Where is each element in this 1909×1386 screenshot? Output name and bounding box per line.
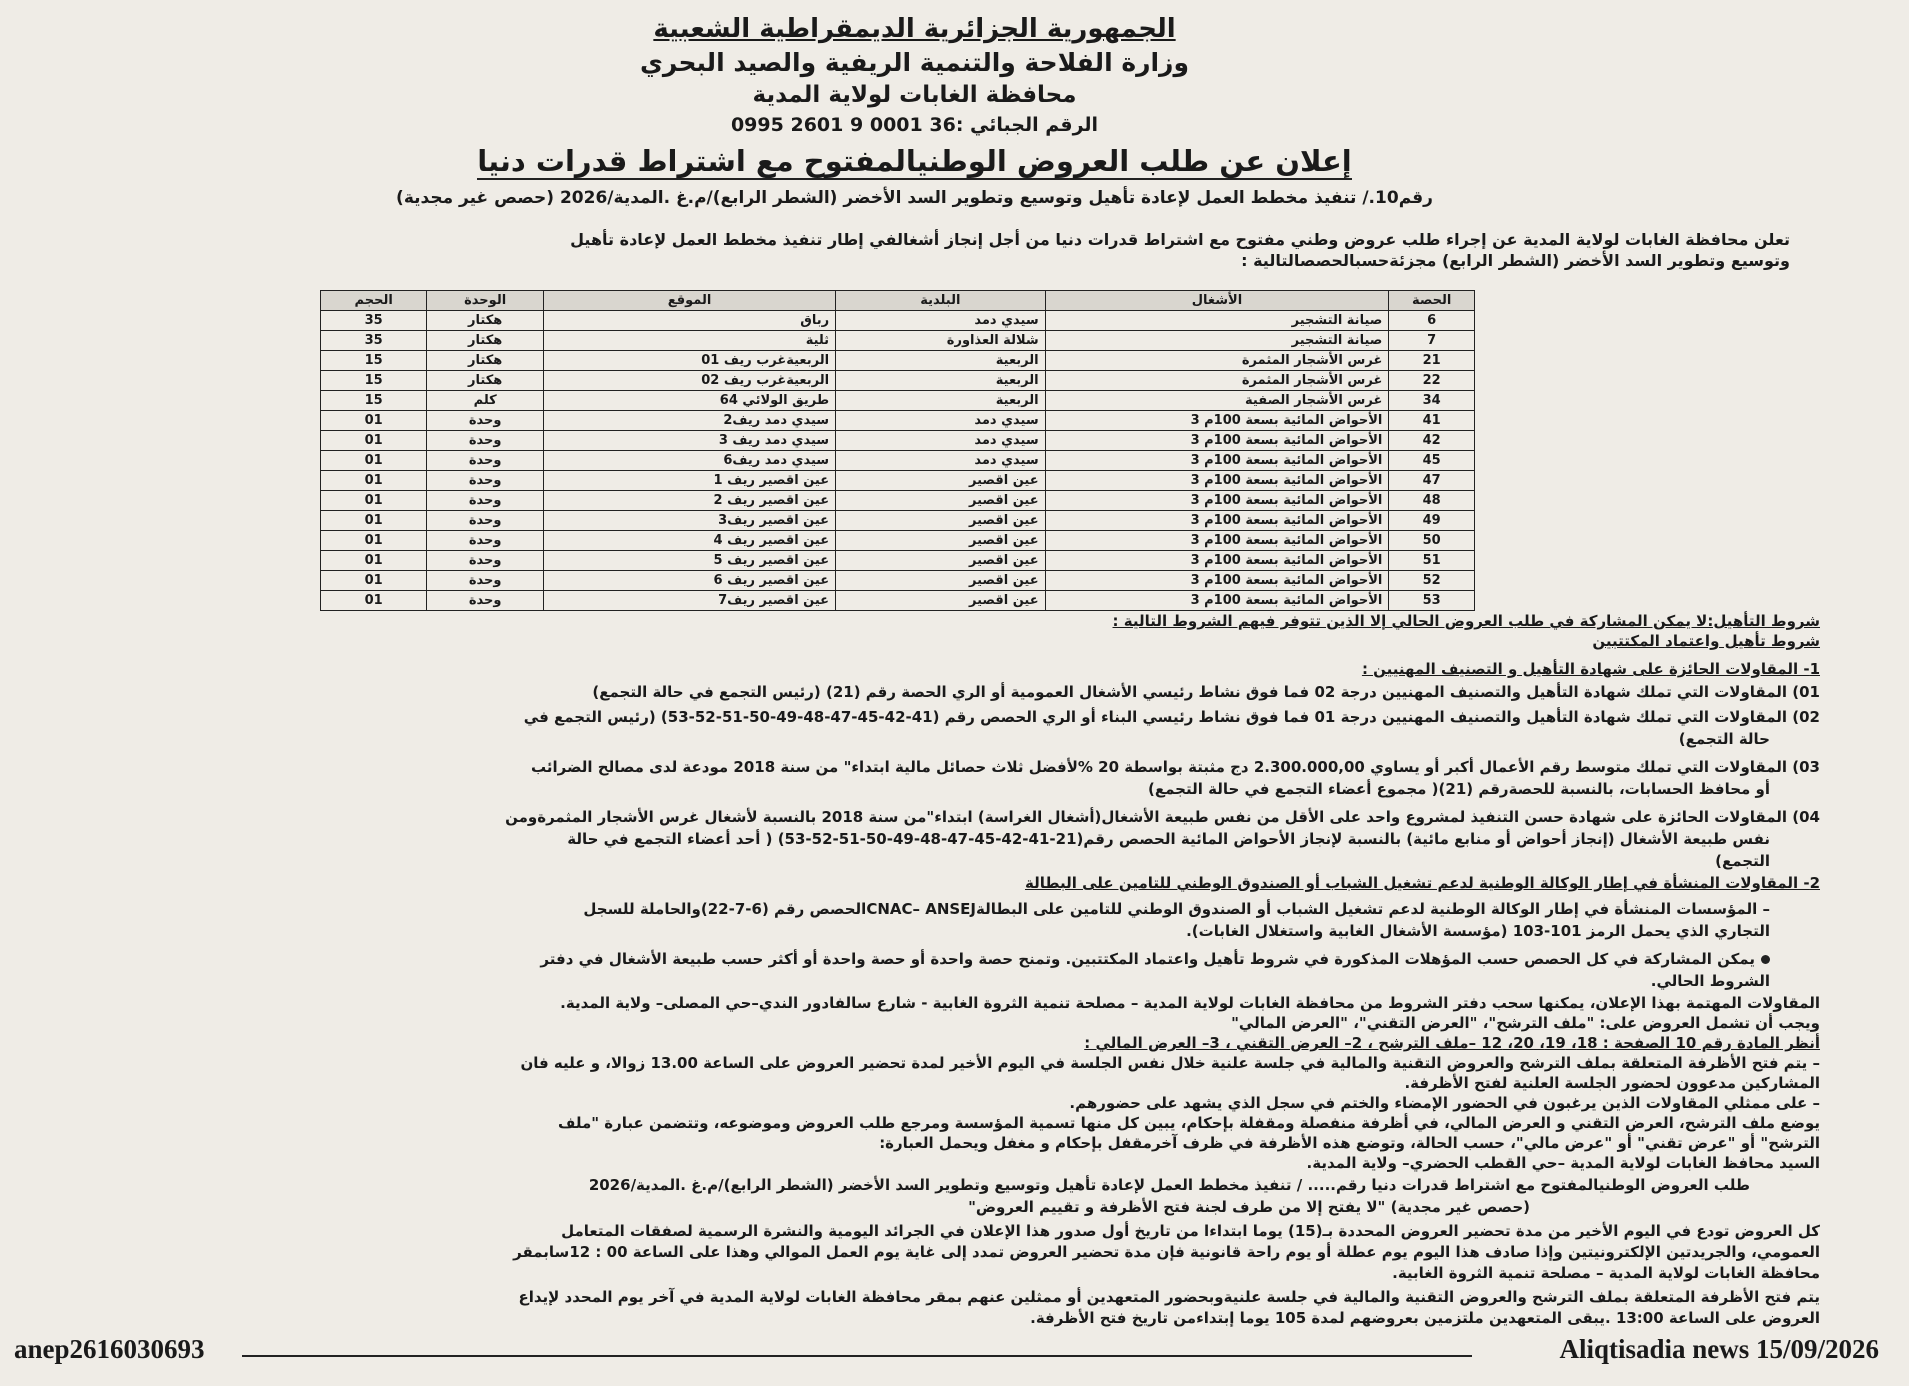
cell-site: ثلية [543,331,835,351]
cell-lot: 53 [1389,591,1475,611]
body-p2: ويجب أن تشمل العروض على: "ملف الترشح"، "العرض التقني"، "العرض المالي" [1231,1014,1820,1032]
cell-commune: عين اقصير [836,551,1046,571]
table-row [321,431,1475,451]
cell-lot: 41 [1389,411,1475,431]
cell-volume: 01 [321,451,427,471]
cell-commune: عين اقصير [836,471,1046,491]
cell-volume: 01 [321,571,427,591]
cell-volume: 15 [321,391,427,411]
cell-works: الأحواض المائية بسعة 100م 3 [1045,431,1389,451]
cell-site: عين اقصير ريف7 [543,591,835,611]
cell-works: غرس الأشجار الصفية [1045,391,1389,411]
cell-unit: هكتار [427,351,544,371]
cell-lot: 50 [1389,531,1475,551]
cell-commune: عين اقصير [836,491,1046,511]
condition-04c: التجمع) [1715,852,1770,870]
cell-site: سيدي دمد ريف2 [543,411,835,431]
cell-volume: 35 [321,311,427,331]
footer-rule [242,1355,1472,1357]
cell-site: عين اقصير ريف 1 [543,471,835,491]
cell-lot: 42 [1389,431,1475,451]
body-p16: العروض على الساعة 13:00 .يبقى المتعهدين ملتزمين بعروضهم لمدة 105 يوما إبتداءمن تاريخ فتح الأظرفة. [1030,1309,1820,1327]
section-2-item-d: الشروط الحالي. [1650,972,1770,990]
cell-site: عين اقصير ريف 2 [543,491,835,511]
cell-volume: 01 [321,531,427,551]
section-1-title: 1- المقاولات الحائزة على شهادة التأهيل و التصنيف المهنيين : [1361,660,1820,678]
cell-commune: عين اقصير [836,571,1046,591]
body-p4: – يتم فتح الأظرفة المتعلقة بملف الترشح والعروض التقنية والمالية في جلسة علنية خلال نفس الجلسة في اليوم الأخير لمدة تحضير العروض على الساعة 13.00 زوالا، و عليه فان [520,1054,1820,1072]
cell-volume: 15 [321,371,427,391]
section-2-item-c: يمكن المشاركة في كل الحصص حسب المؤهلات المذكورة في شروط تأهيل واعتماد المكتتبين. وتمنح حصة واحدة أو حصة واحدة أو أكثر حسب طبيعة الأشغال في دفتر [30,950,1770,969]
table-row [321,571,1475,591]
cell-lot: 22 [1389,371,1475,391]
cell-works: الأحواض المائية بسعة 100م 3 [1045,411,1389,431]
condition-02a: 02) المقاولات التي تملك شهادة التأهيل والتصنيف المهنيين درجة 01 فما فوق نشاط رئيسي البناء أو الري الحصص رقم (41-42-45-47-48-49-50-51-52-53) (رئيس التجمع في [523,708,1820,726]
condition-01: 01) المقاولات التي تملك شهادة التأهيل والتصنيف المهنيين درجة 02 فما فوق نشاط رئيسي الأشغال العمومية أو الري الحصة رقم (21) (رئيس التجمع في حالة التجمع) [592,683,1820,701]
table-row [321,511,1475,531]
cell-lot: 7 [1389,331,1475,351]
cell-unit: وحدة [427,591,544,611]
table-row [321,411,1475,431]
cell-commune: سيدي دمد [836,411,1046,431]
cell-volume: 01 [321,431,427,451]
cell-site: سيدي دمد ريف 3 [543,431,835,451]
cell-works: غرس الأشجار المثمرة [1045,371,1389,391]
cell-unit: وحدة [427,411,544,431]
cell-unit: هكتار [427,311,544,331]
bullet-icon [1761,955,1770,964]
cell-lot: 21 [1389,351,1475,371]
table-row [321,471,1475,491]
body-p15: يتم فتح الأظرفة المتعلقة بملف الترشح والعروض التقنية والمالية في جلسة علنيةوبحضور المتعهدين أو ممثلين عنهم بمقر محافظة الغابات لولاية المدية في آخر يوم المحدد لإيداع [518,1288,1820,1306]
body-p14: محافظة الغابات لولاية المدية – مصلحة تنمية الثروة الغابية. [1392,1264,1820,1282]
cell-commune: عين اقصير [836,591,1046,611]
cell-unit: وحدة [427,491,544,511]
col-commune: البلدية [836,291,1046,311]
cell-commune: سيدي دمد [836,451,1046,471]
cell-site: عين اقصير ريف 6 [543,571,835,591]
cell-lot: 52 [1389,571,1475,591]
cell-unit: كلم [427,391,544,411]
table-row [321,551,1475,571]
lots-table [320,290,1475,611]
condition-03a: 03) المقاولات التي تملك متوسط رقم الأعمال أكبر أو يساوي 2.300.000,00 دج مثبتة بواسطة 20 %لأفضل ثلاث حصائل مالية ابتداء" من سنة 2018 مودعة لدى مصالح الضرائب [531,758,1820,776]
condition-04a: 04) المقاولات الحائزة على شهادة حسن التنفيذ لمشروع واحد على الأقل من نفس طبيعة الأشغال(أشغال الغراسة) ابتداء"من سنة 2018 بالنسبة لأشغال غرس الأشجار المثمرةومن [505,808,1820,826]
cell-works: صيانة التشجير [1045,311,1389,331]
section-2-item-b: التجاري الذي يحمل الرمز 101-103 (مؤسسة الأشغال الغابية واستغلال الغابات). [1186,922,1770,940]
table-row [321,491,1475,511]
tax-id: الرقم الجبائي :36 0001 9 2601 0995 [730,114,1099,136]
table-row [321,331,1475,351]
cell-volume: 01 [321,551,427,571]
cell-works: غرس الأشجار المثمرة [1045,351,1389,371]
cell-volume: 35 [321,331,427,351]
cell-unit: وحدة [427,431,544,451]
cell-commune: سيدي دمد [836,431,1046,451]
table-row [321,311,1475,331]
condition-02b: حالة التجمع) [1678,730,1770,748]
body-p5: المشاركين مدعوون لحضور الجلسة العلنية لفتح الأظرفة. [1404,1074,1820,1092]
cell-unit: هكتار [427,331,544,351]
cell-site: عين اقصير ريف 5 [543,551,835,571]
table-row [321,531,1475,551]
cell-site: رباق [543,311,835,331]
cell-unit: وحدة [427,531,544,551]
cell-unit: وحدة [427,471,544,491]
cell-volume: 01 [321,411,427,431]
cell-works: الأحواض المائية بسعة 100م 3 [1045,451,1389,471]
table-row [321,591,1475,611]
cell-volume: 01 [321,591,427,611]
table-header-row [321,291,1475,311]
body-p3: أنظر المادة رقم 10 الصفحة : 18، 19، 20، 12 –ملف الترشح ، 2– العرض التقني ، 3– العرض المالي : [1084,1034,1820,1052]
cell-site: الربعيةغرب ريف 01 [543,351,835,371]
cell-site: طريق الولائي 64 [543,391,835,411]
section-2-item-a: – المؤسسات المنشأة في إطار الوكالة الوطنية لدعم تشغيل الشباب أو الصندوق الوطني للتامين على البطالةCNAC– ANSEJالحصص رقم (6-7-22)والحاملة للسجل [583,900,1770,918]
cell-unit: وحدة [427,551,544,571]
cell-works: الأحواض المائية بسعة 100م 3 [1045,551,1389,571]
cell-volume: 01 [321,491,427,511]
intro-line-2: وتوسيع وتطوير السد الأخضر (الشطر الرابع) مجزئةحسبالحصصالتالية : [1241,251,1790,270]
cell-unit: وحدة [427,571,544,591]
col-lot: الحصة [1389,291,1475,311]
table-row [321,351,1475,371]
cell-works: الأحواض المائية بسعة 100م 3 [1045,511,1389,531]
intro-line-1: تعلن محافظة الغابات لولاية المدية عن إجراء طلب عروض وطني مفتوح مع اشتراط قدرات دنيا من أجل إنجاز أشغالفي إطار تنفيذ مخطط العمل لإعادة تأهيل [570,230,1790,249]
cell-lot: 48 [1389,491,1475,511]
cell-lot: 34 [1389,391,1475,411]
body-p1: المقاولات المهتمة بهذا الإعلان، يمكنها سحب دفتر الشروط من محافظة الغابات لولاية المدية – مصلحة تنمية الثروة الغابية - شارع سالفادور الندي–حي المصلى– ولاية المدية. [560,994,1820,1012]
announcement-subtitle: رقم10./ تنفيذ مخطط العمل لإعادة تأهيل وتوسيع وتطوير السد الأخضر (الشطر الرابع)/م.غ .المدية/2026 (حصص غير مجدية) [396,188,1433,208]
cell-commune: الربعية [836,371,1046,391]
cell-lot: 49 [1389,511,1475,531]
cell-works: الأحواض المائية بسعة 100م 3 [1045,591,1389,611]
col-works: الأشغال [1045,291,1389,311]
cell-volume: 15 [321,351,427,371]
cell-works: الأحواض المائية بسعة 100م 3 [1045,491,1389,511]
cell-unit: وحدة [427,511,544,531]
ministry-heading: وزارة الفلاحة والتنمية الريفية والصيد البحري [640,48,1189,77]
cell-commune: الربعية [836,351,1046,371]
body-p9: السيد محافظ الغابات لولاية المدية –حي القطب الحضري– ولاية المدية. [1306,1154,1820,1172]
announcement-title: إعلان عن طلب العروض الوطنيالمفتوح مع اشتراط قدرات دنيا [477,144,1352,178]
cell-commune: سيدي دمد [836,311,1046,331]
cell-site: سيدي دمد ريف6 [543,451,835,471]
cell-volume: 01 [321,471,427,491]
body-p11: (حصص غير مجدية) "لا يفتح إلا من طرف لجنة فتح الأظرفة و تقييم العروض" [968,1198,1530,1216]
table-row [321,371,1475,391]
body-p10: طلب العروض الوطنيالمفتوح مع اشتراط قدرات دنيا رقم..... / تنفيذ مخطط العمل لإعادة تأهيل وتوسيع وتطوير السد الأخضر (الشطر الرابع)/م.غ .المدية/2026 [588,1176,1750,1194]
cell-commune: عين اقصير [836,511,1046,531]
cell-works: صيانة التشجير [1045,331,1389,351]
body-p13: العمومي، والجريدتين الإلكترونيتين وإذا صادف هذا اليوم يوم عطلة أو يوم راحة قانونية فإن مدة تحضير العروض تمدد إلى غاية يوم العمل الموالي وهذا على الساعة 00 : 12سابمقر [513,1243,1820,1261]
cell-unit: هكتار [427,371,544,391]
cell-works: الأحواض المائية بسعة 100م 3 [1045,531,1389,551]
body-p6: – على ممثلي المقاولات الذين يرغبون في الحضور الإمضاء والختم في سجل الذي يشهد على حضورهم. [1069,1094,1820,1112]
footer-source: Aliqtisadia news 15/09/2026 [1559,1334,1879,1364]
cell-commune: شلالة العذاورة [836,331,1046,351]
col-volume: الحجم [321,291,427,311]
condition-04b: نفس طبيعة الأشغال (إنجاز أحواض أو منابع مائية) بالنسبة لإنجاز الأحواض المائية الحصص رقم(21-41-42-45-47-48-49-50-51-52-53) ( أحد أعضاء التجمع في حالة [567,830,1770,848]
cell-site: عين اقصير ريف3 [543,511,835,531]
conditions-intro: شروط التأهيل:لا يمكن المشاركة في طلب العروض الحالي إلا الذين تتوفر فيهم الشروط التالية : [1112,612,1820,630]
table-row [321,391,1475,411]
cell-lot: 51 [1389,551,1475,571]
cell-unit: وحدة [427,451,544,471]
cell-site: الربعيةغرب ريف 02 [543,371,835,391]
cell-commune: الربعية [836,391,1046,411]
body-p12: كل العروض تودع في اليوم الأخير من مدة تحضير العروض المحددة بـ(15) يوما ابتداءا من تاريخ أول صدور هذا الإعلان في الجرائد اليومية والنشرة الرسمية لصفقات المتعامل [561,1222,1820,1240]
condition-03b: أو محافظ الحسابات، بالنسبة للحصةرقم (21)( مجموع أعضاء التجمع في حالة التجمع) [1148,780,1770,798]
cell-lot: 47 [1389,471,1475,491]
conservation-heading: محافظة الغابات لولاية المدية [752,82,1077,108]
cell-works: الأحواض المائية بسعة 100م 3 [1045,571,1389,591]
cell-volume: 01 [321,511,427,531]
body-p7: يوضع ملف الترشح، العرض التقني و العرض المالي، في أظرفة منفصلة ومقفلة بإحكام، يبين كل منها تسمية المؤسسة ومرجع طلب العروض وموضوعه، وتتضمن عبارة "ملف [557,1114,1820,1132]
table-row [321,451,1475,471]
cell-lot: 6 [1389,311,1475,331]
cell-site: عين اقصير ريف 4 [543,531,835,551]
cell-lot: 45 [1389,451,1475,471]
col-site: الموقع [543,291,835,311]
col-unit: الوحدة [427,291,544,311]
cell-works: الأحواض المائية بسعة 100م 3 [1045,471,1389,491]
republic-heading: الجمهورية الجزائرية الديمقراطية الشعبية [653,14,1176,44]
cell-commune: عين اقصير [836,531,1046,551]
footer-ref: anep2616030693 [14,1334,205,1364]
body-p8: الترشح" أو "عرض تقني" أو "عرض مالي"، حسب الحالة، وتوضع هذه الأظرفة في ظرف آخرمقفل بإحكام و مغفل ويحمل العبارة: [879,1134,1820,1152]
conditions-heading: شروط تأهيل واعتماد المكتتبين [1592,632,1820,650]
section-2-title: 2- المقاولات المنشأة في إطار الوكالة الوطنية لدعم تشغيل الشباب أو الصندوق الوطني للتامين على البطالة [1024,874,1820,892]
